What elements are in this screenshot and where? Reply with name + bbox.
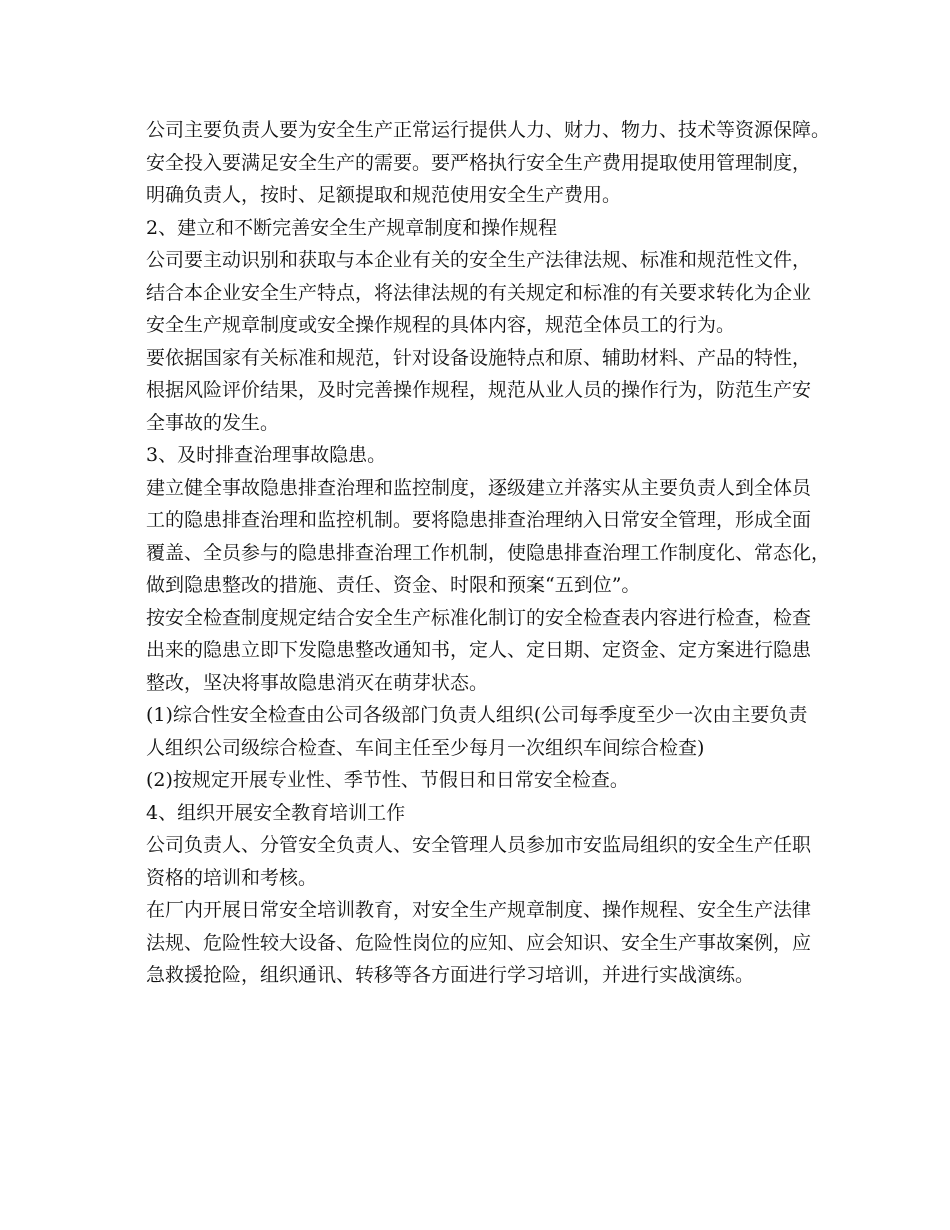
text-line: 人组织公司级综合检查、车间主任至少每月一次组织车间综合检查) (146, 736, 705, 759)
text-line: 覆盖、全员参与的隐患排查治理工作机制，使隐患排查治理工作制度化、常态化， (146, 541, 831, 564)
text-line: 安全生产规章制度或安全操作规程的具体内容，规范全体员工的行为。 (146, 314, 736, 336)
list-item: (2)按规定开展专业性、季节性、节假日和日常安全检查。 (146, 769, 629, 791)
text-line: 根据风险评价结果，及时完善操作规程，规范从业人员的操作行为，防范生产安 (146, 379, 812, 401)
text-line: 全事故的发生。 (146, 411, 280, 434)
text-line: 工的隐患排查治理和监控机制。要将隐患排查治理纳入日常安全管理，形成全面 (146, 509, 812, 531)
text-line: 急救援抢险，组织通讯、转移等各方面进行学习培训，并进行实战演练。 (146, 964, 755, 986)
text-line: 出来的隐患立即下发隐患整改通知书，定人、定日期、定资金、定方案进行隐患 (146, 639, 812, 661)
text-line: 整改，坚决将事故隐患消灭在萌芽状态。 (146, 671, 489, 694)
text-line: 公司负责人、分管安全负责人、安全管理人员参加市安监局组织的安全生产任职 (146, 834, 812, 856)
text-line: 资格的培训和考核。 (146, 866, 318, 889)
text-line: 在厂内开展日常安全培训教育，对安全生产规章制度、操作规程、安全生产法律 (146, 899, 812, 921)
text-line: 结合本企业安全生产特点，将法律法规的有关规定和标准的有关要求转化为企业 (146, 281, 812, 304)
section-heading: 4、组织开展安全教育培训工作 (146, 801, 406, 824)
text-line: 安全投入要满足安全生产的需要。要严格执行安全生产费用提取使用管理制度， (146, 151, 812, 174)
text-line: 要依据国家有关标准和规范，针对设备设施特点和原、辅助材料、产品的特性， (146, 346, 812, 369)
text-line: 做到隐患整改的措施、责任、资金、时限和预案“五到位”。 (146, 574, 641, 596)
text-line: 明确负责人，按时、足额提取和规范使用安全生产费用。 (146, 184, 622, 206)
list-item: (1)综合性安全检查由公司各级部门负责人组织(公司每季度至少一次由主要负责 (146, 704, 808, 726)
text-line: 按安全检查制度规定结合安全生产标准化制订的安全检查表内容进行检查，检查 (146, 606, 812, 629)
text-line: 公司主要负责人要为安全生产正常运行提供人力、财力、物力、技术等资源保障。 (146, 119, 831, 141)
section-heading: 3、及时排查治理事故隐患。 (146, 444, 387, 466)
text-line: 法规、危险性较大设备、危险性岗位的应知、应会知识、安全生产事故案例，应 (146, 931, 812, 954)
section-heading: 2、建立和不断完善安全生产规章制度和操作规程 (146, 216, 558, 239)
text-line: 建立健全事故隐患排查治理和监控制度，逐级建立并落实从主要负责人到全体员 (146, 476, 812, 499)
text-line: 公司要主动识别和获取与本企业有关的安全生产法律法规、标准和规范性文件， (146, 249, 812, 271)
